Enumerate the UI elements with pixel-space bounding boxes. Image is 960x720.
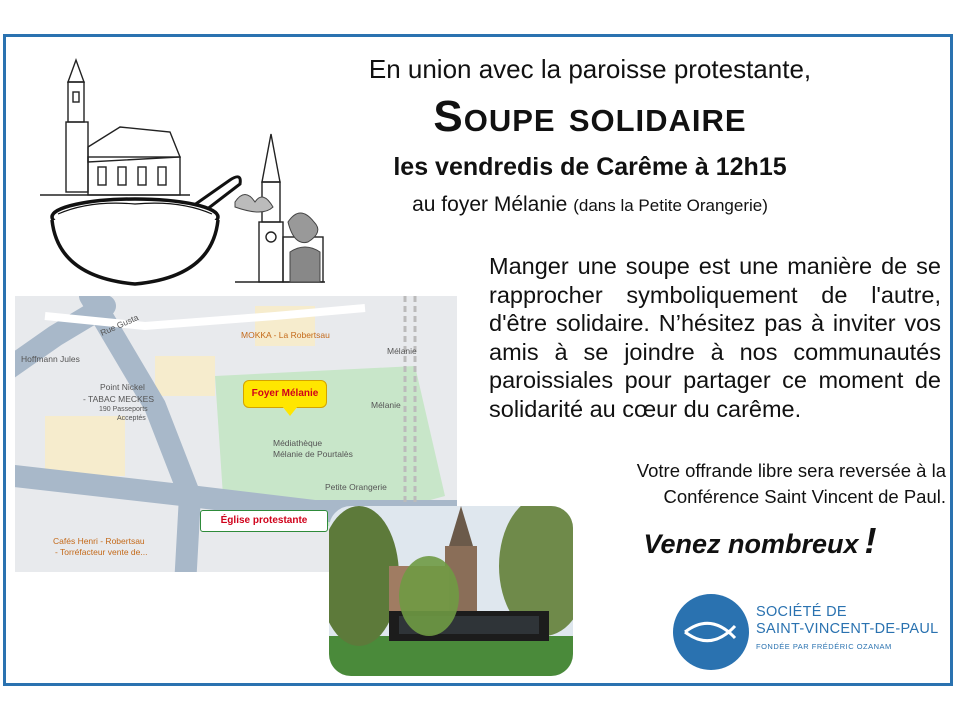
map-label-tabac: - TABAC MECKES [83,394,155,404]
map-label-cafes-1: Cafés Henri - Robertsau [53,536,145,546]
schedule-line: les vendredis de Carême à 12h15 [393,153,787,181]
description-paragraph: Manger une soupe est une manière de se rapprocher symboliquement de l'autre, d'être solidaire. N’hésitez pas à inviter vos amis à se joindre à nos communautés paroissiales pour partager ce moment de solidarité au cœur du carême. [489,253,941,422]
intro-line: En union avec la paroisse protestante, [368,54,812,84]
logo-line-1: SOCIÉTÉ DE [756,604,847,620]
poster-title: Soupe solidaire [433,92,747,141]
map-label-acceptes: Acceptés [117,415,146,422]
closing-exclamation: ! [864,520,877,561]
closing-call [600,520,920,562]
fish-icon [673,594,749,670]
map-label-petite-orangerie: Petite Orangerie [325,482,387,492]
church-marker: Église protestante [200,510,328,532]
map-label-mediatheque-2: Mélanie de Pourtalès [273,449,353,459]
church-photo-art [329,506,573,676]
ssvp-logo-text [756,604,956,651]
map-label-mediatheque-1: Médiathèque [273,438,323,448]
map-label-street: Rue Gusta [98,312,140,338]
map-label-tram-1: Mélanie [387,346,417,356]
offering-line-2: Conférence Saint Vincent de Paul. [663,486,946,507]
map-label-cafes-2: - Torréfacteur vente de... [55,547,148,557]
offering-note [570,458,946,510]
location-line [330,193,850,217]
closing-text: Venez nombreux [643,529,859,559]
church-photo [329,506,573,676]
foyer-melanie-marker-tail [282,406,298,416]
map-label-hoffmann: Hoffmann Jules [21,354,80,364]
ssvp-logo-mark [673,594,749,670]
foyer-melanie-marker: Foyer Mélanie [243,380,327,408]
map-label-passeports: 190 Passeports [99,406,148,413]
map-label-tram-2: Mélanie [371,400,401,410]
logo-line-2: SAINT-VINCENT-DE-PAUL [756,621,939,637]
church-soup-illustration [30,52,330,292]
offering-line-1: Votre offrande libre sera reversée à la [636,460,946,481]
location-main: au foyer Mélanie [412,193,568,216]
map-label-mokka: MOKKA - La Robertsau [241,330,330,340]
map-label-point-nickel: Point Nickel [100,382,145,392]
logo-line-3: FONDÉE PAR FRÉDÉRIC OZANAM [756,642,892,651]
location-note: (dans la Petite Orangerie) [573,196,768,215]
